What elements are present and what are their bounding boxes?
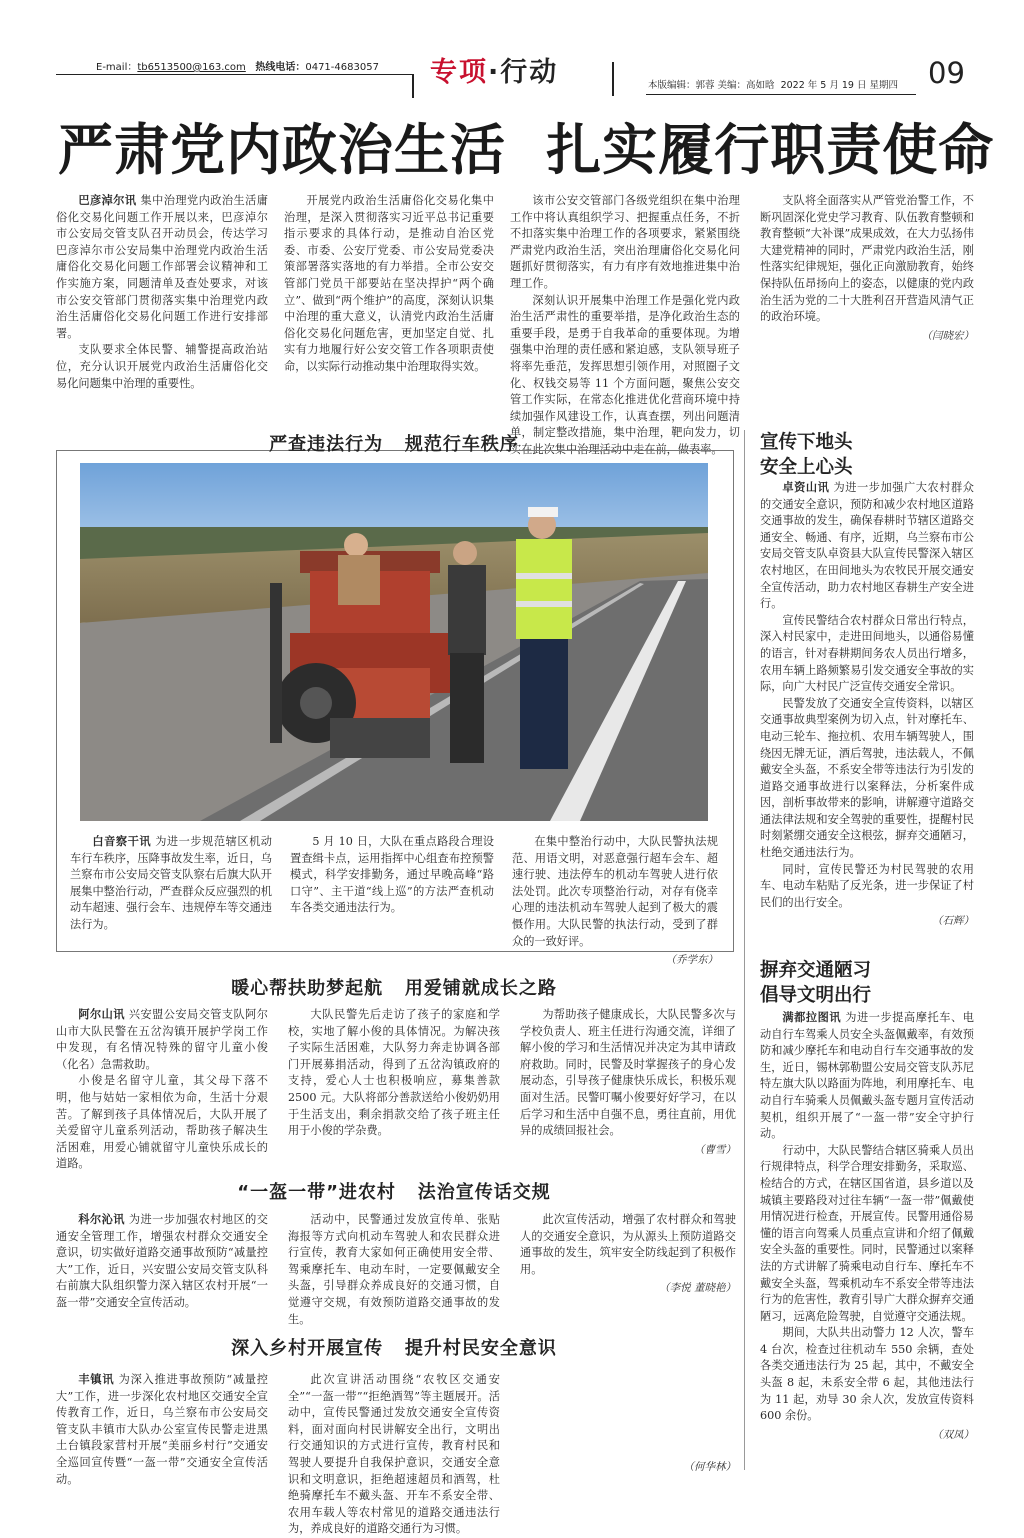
article-4-author: （李悦 董晓艳）: [659, 1282, 736, 1295]
article-4-col3: [520, 1212, 736, 1324]
article-5-title: 深入乡村开展宣传 提升村民安全意识: [231, 1338, 557, 1359]
top-article-p4: 该市公安交管部门各级党组织在集中治理工作中将认真组织学习、把握重点任务，不折不扣落实集中治理工作的各项要求，紧紧围绕严肃党内政治生活，突出治理庸俗化交易化问题抓好贯彻落实，有力有序有效地推进集中治理工作。: [510, 194, 740, 290]
right-article-2-title-line1: 摒弃交通陋习: [760, 960, 872, 981]
article-4-col1: [56, 1212, 268, 1318]
email: tb6513500@163.com: [137, 62, 246, 73]
article-5-lead: 丰镇讯: [78, 1373, 115, 1386]
photo-article-col3: [512, 834, 718, 967]
article-3-lead: 阿尔山讯: [78, 1008, 125, 1021]
right-article-2-title-line2: 倡导文明出行: [760, 985, 872, 1006]
section-name: [430, 50, 558, 89]
phone: 0471-4683057: [305, 62, 379, 73]
right-article-2-p3: 期间，大队共出动警力 12 人次，警车 4 台次，检查过往机动车 550 余辆，查处各类交通违法行为 25 起，其中，不戴安全头盔 8 起，未系安全带 6 起，其他违法行为 11 起，劝导 30 余人次，发放宣传资料 600 余份。: [760, 1326, 974, 1423]
article-3-col1: [56, 1007, 268, 1171]
right-article-1-p1: 为进一步加强广大农村群众的交通安全意识，预防和减少农村地区道路交通事故的发生，确保春耕时节辖区道路交通安全、畅通、有序，近期，乌兰察布市公安局交管支队卓资县大队宣传民警深入辖区农村地区，在田间地头为农牧民开展交通安全宣传活动，助力农村地区春耕生产安全进行。: [760, 481, 974, 611]
right-article-1-p2: 宣传民警结合农村群众日常出行特点，深入村民家中，走进田间地头，以通俗易懂的语言，针对春耕期间务农人员出行增多，农用车辆上路频繁易引发交通安全事故的实际，向广大村民广泛宣传交通安全常识。: [760, 613, 974, 694]
article-4-p3: 此次宣传活动，增强了农村群众和驾驶人的交通安全意识，为从源头上预防道路交通事故的发生，筑牢安全防线起到了积极作用。: [520, 1213, 736, 1276]
article-4-col2: [288, 1212, 500, 1326]
right-article-2-body: [760, 1010, 974, 1476]
photo-article-author: （乔学东）: [665, 954, 718, 967]
right-article-1-p3: 民警发放了交通安全宣传资料，以辖区交通事故典型案例为切入点，针对摩托车、电动三轮车、拖拉机、农用车辆驾驶人，围绕因无牌无证，酒后驾驶，违法载人，不佩戴安全头盔，不系安全带等违法行为引发的道路交通事故进行以案释法，分析案件成因，剖析事故带来的影响，讲解遵守道路交通法律法规和安全驾驶的重要性，提醒村民时刻紧绷交通安全这根弦，摒弃交通陋习，杜绝交通违法行为。: [760, 696, 974, 860]
article-3-title: 暖心帮扶助梦起航 用爱铺就成长之路: [231, 978, 557, 999]
masthead-left-tick: [412, 74, 414, 98]
masthead-editors: [648, 77, 898, 91]
masthead-left-rule: [56, 74, 412, 75]
top-article-p3: 开展党内政治生活庸俗化交易化集中治理，是深入贯彻落实习近平总书记重要指示要求的具体行动，是推动自治区党委、市委、公安厅党委、市公安局党委决策部署落实落地的有力举措。全市公安交管部门党员干部要站在坚决捍护“两个确立”、做到“两个维护”的高度，深刻认识集中治理的重大意义，认清党内政治生活庸俗化交易化问题危害，更加坚定自觉、扎实有力地履行好公安交管工作各项职责使命，以实际行动推动集中治理取得实效。: [284, 194, 494, 373]
editors: 本版编辑：郭蓉 美编：高如晗: [648, 80, 775, 91]
article-4-title: “一盔一带”进农村 法治宣传话交规: [237, 1182, 551, 1203]
section-dot: ·: [488, 57, 501, 88]
top-article-lead: 巴彦淖尔讯: [78, 194, 137, 207]
article-4-lead: 科尔沁讯: [78, 1213, 125, 1226]
right-article-2-title: [760, 958, 871, 1008]
phone-label: 热线电话：: [255, 62, 306, 73]
article-4-p1: 为进一步加强农村地区的交通安全管理工作，增强农村群众交通安全意识，切实做好道路交通事故预防“减量控大”工作，近日，兴安盟公安局交管支队科右前旗大队组织警力深入辖区农村开展“一盔一带”交通安全宣传活动。: [56, 1213, 268, 1309]
column-divider: [744, 430, 745, 1470]
masthead-right-tick: [612, 62, 614, 96]
photo-article-col2: [290, 834, 494, 944]
right-article-1-title-line1: 宣传下地头: [760, 432, 853, 453]
right-article-2-lead: 满都拉图讯: [782, 1011, 842, 1024]
photo-article-p3: 在集中整治行动中，大队民警执法规范、用语文明，对恶意强行超车会车、超速行驶、违法停车的机动车驾驶人进行依法处罚。此次专项整治行动，对存有侥幸心理的违法机动车驾驶人起到了极大的震慑作用。大队民警的执法行动，受到了群众的一致好评。: [512, 835, 718, 948]
masthead-right-rule: [646, 94, 916, 95]
right-article-1-lead: 卓资山讯: [782, 481, 830, 494]
top-article-col2: [284, 193, 494, 393]
section-name-b: 行动: [500, 57, 559, 88]
top-article-col4: [760, 193, 974, 405]
article-3-p4: 为帮助孩子健康成长，大队民警多次与学校负责人、班主任进行沟通交流，详细了解小俊的学习和生活情况并决定为其申请政府救助。同时，民警及时掌握孩子的身心发展动态，引导孩子健康快乐成长，积极乐观面对生活。民警叮嘱小俊要好好学习，在以后学习和生活中自强不息，勇往直前，用优异的成绩回报社会。: [520, 1008, 736, 1138]
photo-article-title: 严查违法行为 规范行车秩序: [269, 434, 519, 455]
top-article-p1: 集中治理党内政治生活庸俗化交易化问题工作开展以来，巴彦淖尔市公安局交管支队召开动员会，传达学习巴彦淖尔市公安局集中治理党内政治生活庸俗化交易化问题工作部署会议精神和工作实施方案，同题清单及查处要求，对该市公安交管部门贯彻落实集中治理党内政治生活庸俗化交易化问题工作进行安排部署。: [56, 194, 268, 340]
right-article-1-body: [760, 480, 974, 946]
article-5-col2: [288, 1372, 500, 1536]
email-label: E-mail：: [96, 62, 138, 73]
top-article-p5: 深刻认识开展集中治理工作是强化党内政治生活严肃性的重要举措，是净化政治生态的重要手段，是勇于自我革命的重要体现。为增强集中治理的责任感和紧迫感，支队领导班子将率先垂范，发挥思想引领作用，对照圈子文化、权钱交易等 11 个方面问题，聚焦公安交管工作实际，在常态化推进优化营商环境中持续加强作风建设工作，认真查摆，列出问题清单，制定整改措施，集中治理，靶向发力，切实在此次集中治理活动中走在前，做表率。: [510, 293, 740, 456]
top-article-col1: [56, 193, 268, 393]
right-article-1-author: （石辉）: [932, 915, 974, 928]
masthead-contact: [96, 58, 379, 73]
article-5-p2: 此次宣讲活动围绕“农牧区交通安全”“一盔一带”“拒绝酒驾”等主题展开。活动中，宣传民警通过发放交通安全宣传资料，面对面向村民讲解安全出行，文明出行交通知识的方式进行宣传，教育村民和驾驶人要提升自我保护意识，交通安全意识和文明意识，拒绝超速超员和酒驾，杜绝骑摩托车不戴头盔、开车不系安全带、农用车载人等农村常见的道路交通违法行为，养成良好的道路交通行为习惯。: [288, 1373, 500, 1536]
right-article-2-p1: 为进一步提高摩托车、电动自行车驾乘人员安全头盔佩戴率，有效预防和减少摩托车和电动自行车交通事故的发生，近日，锡林郭勒盟公安局交管支队苏尼特左旗大队以路面为阵地，利用摩托车、电动自行车骑乘人员佩戴头盔专题月宣传活动契机，组织开展了“一盔一带”安全守护行动。: [760, 1011, 974, 1141]
article-3-p2: 小俊是名留守儿童，其父母下落不明，他与姑姑一家相依为命，生活十分艰苦。了解到孩子具体情况后，大队开展了关爱留守儿童系列活动，帮助孩子解决生活困难，用爱心铺就留守儿童快乐成长的道路。: [56, 1074, 268, 1171]
article-5-p1: 为深入推进事故预防“减量控大”工作，进一步深化农村地区交通安全宣传教育工作，近日，乌兰察布市公安局交管支队丰镇市大队办公室宣传民警走进黑土台镇段家营村开展“美丽乡村行”交通安全巡回宣传暨“一盔一带”交通安全宣传活动。: [56, 1373, 268, 1486]
photo-article-p2: 5 月 10 日，大队在重点路段合理设置查缉卡点，运用指挥中心组查布控预警模式，科学安排勤务，通过早晚高峰“路口守”、主干道“线上巡”的方法严查机动车各类交通违法行为。: [290, 835, 494, 915]
page-headline: 严肃党内政治生活 扎实履行职责使命: [58, 118, 995, 182]
article-5-author: （何华林）: [683, 1461, 736, 1474]
right-article-2-p2: 行动中，大队民警结合辖区骑乘人员出行规律特点，科学合理安排勤务，采取巡、检结合的方式，在辖区国省道，县乡道以及城镇主要路段对过往车辆“一盔一带”佩戴使用情况进行检查，开展宣传。民警用通俗易懂的语言向驾乘人员重点宣讲和介绍了佩戴安全头盔的重要性。同时，民警通过以案释法的方式讲解了骑乘电动自行车、摩托车不戴安全头盔，驾乘机动车不系安全带等违法行为的危害性，教育引导广大群众摒弃交通陋习，远离危险驾驶，自觉遵守交通法规。: [760, 1143, 974, 1323]
article-5-col1: [56, 1372, 268, 1486]
article-5-col3: [520, 1372, 736, 1476]
traffic-stop-photo: [80, 463, 708, 821]
article-3-p1: 兴安盟公安局交管支队阿尔山市大队民警在五岔沟镇开展护学岗工作中发现，有名情况特殊的留守儿童小俊（化名）急需救助。: [56, 1008, 268, 1071]
photo-article-lead: 白音察干讯: [92, 835, 152, 848]
article-3-col3: [520, 1007, 736, 1163]
photo-article-col1: [70, 834, 272, 944]
article-3-author: （曹雪）: [694, 1143, 736, 1156]
top-article-p2: 支队要求全体民警、辅警提高政治站位，充分认识开展党内政治生活庸俗化交易化问题集中治理的重要性。: [56, 343, 268, 390]
top-article-col3: [510, 193, 740, 456]
photo-article-p1: 为进一步规范辖区机动车行车秩序，压降事故发生率，近日，乌兰察布市公安局交管支队察右后旗大队开展集中整治行动，严查群众反应强烈的机动车超速、强行会车、违规停车等交通违法行为。: [70, 835, 272, 931]
article-4-p2: 活动中，民警通过发放宣传单、张贴海报等方式向机动车驾驶人和农民群众进行宣传，教育大家如何正确使用安全带、驾乘摩托车、电动车时，一定要佩戴安全头盔，引导群众养成良好的交通习惯，自觉遵守交规，有效预防道路交通事故的发生。: [288, 1213, 500, 1326]
section-name-a: 专项: [430, 57, 488, 88]
top-article-p6: 支队将全面落实从严管党治警工作，不断巩固深化党史学习教育、队伍教育整顿和教育整顿“大补课”成果成效，在大力弘扬伟大建党精神的同时，严肃党内政治生活，刚性落实纪律规矩，强化正向激励教育，始终保持队伍昂扬向上的姿态，以健康的党内政治生活为党的二十大胜利召开营造风清气正的政治环境。: [760, 194, 974, 324]
right-article-1-title-line2: 安全上心头: [760, 457, 853, 478]
issue-date: 2022 年 5 月 19 日 星期四: [780, 80, 899, 91]
right-article-1-title: [760, 430, 853, 480]
traffic-stop-photo-svg: [80, 463, 708, 821]
right-article-2-author: （双凤）: [932, 1428, 974, 1441]
top-article-author: （闫晓宏）: [921, 329, 974, 342]
page-number: 09: [928, 56, 965, 90]
article-3-p3: 大队民警先后走访了孩子的家庭和学校，实地了解小俊的具体情况。为解决孩子实际生活困难，大队努力奔走协调各部门开展募捐活动，得到了五岔沟镇政府的支持，爱心人士也积极响应，募集善款 2500 元。大队将部分善款送给小俊奶奶用于生活支出，剩余捐款交给了孩子班主任用于小俊的学杂费。: [288, 1008, 500, 1138]
right-article-1-p4: 同时，宣传民警还为村民驾驶的农用车、电动车粘贴了反光条，进一步保证了村民们的出行安全。: [760, 862, 974, 909]
article-3-col2: [288, 1007, 500, 1157]
